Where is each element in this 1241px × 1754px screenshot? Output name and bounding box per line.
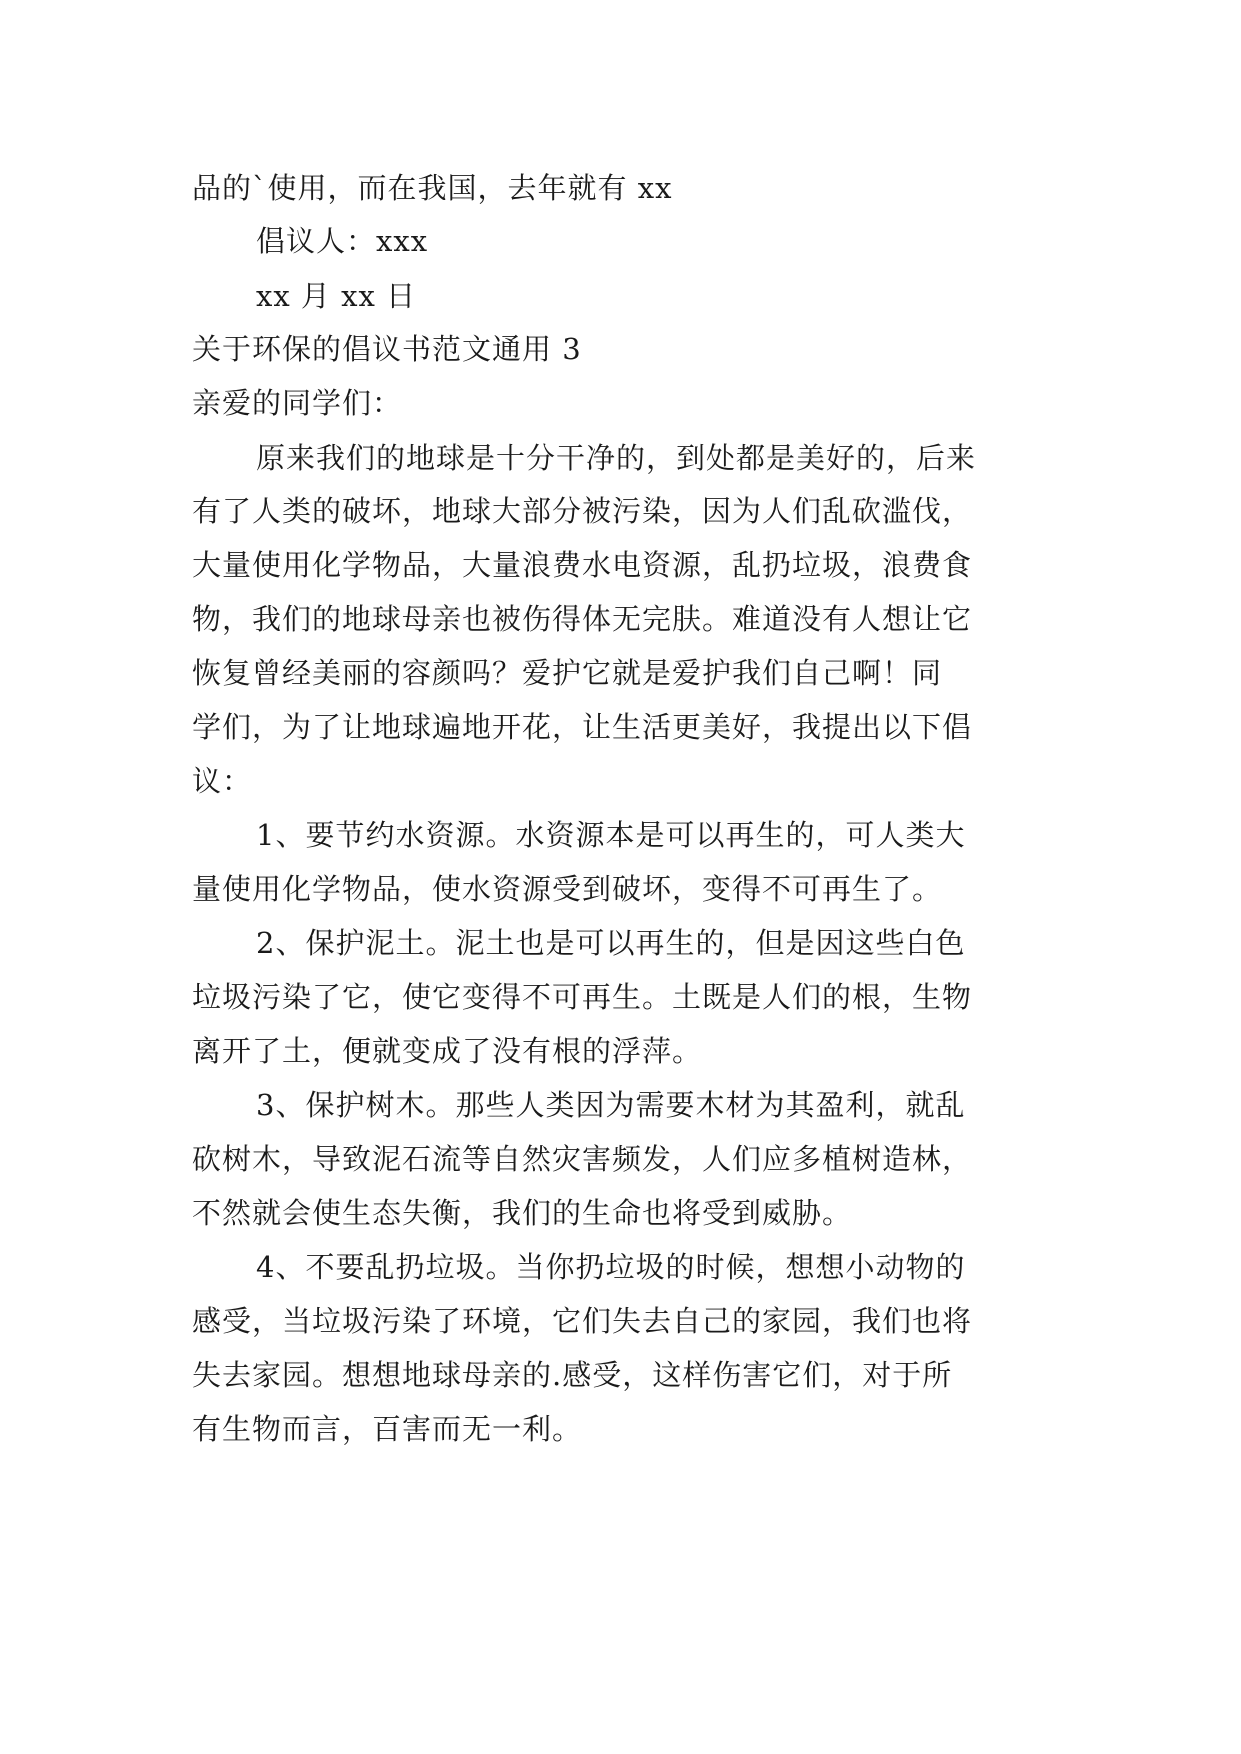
intro-line: 大量使用化学物品，大量浪费水电资源，乱扔垃圾，浪费食 (192, 548, 973, 582)
intro-line: 恢复曾经美丽的容颜吗？爱护它就是爱护我们自己啊！同 (192, 656, 943, 690)
date-line: xx 月 xx 日 (256, 279, 417, 313)
salutation: 亲爱的同学们： (192, 386, 403, 420)
intro-line: 原来我们的地球是十分干净的，到处都是美好的，后来 (256, 441, 977, 475)
item-4-line: 有生物而言，百害而无一利。 (192, 1412, 583, 1446)
item-2-line: 垃圾污染了它，使它变得不可再生。土既是人们的根，生物 (192, 980, 973, 1014)
item-4-line: 失去家园。想想地球母亲的.感受，这样伤害它们，对于所 (192, 1358, 953, 1392)
item-2-line: 2、保护泥土。泥土也是可以再生的，但是因这些白色 (256, 926, 966, 960)
item-3-line: 砍树木，导致泥石流等自然灾害频发，人们应多植树造林， (192, 1142, 973, 1176)
intro-line: 有了人类的破坏，地球大部分被污染，因为人们乱砍滥伐， (192, 494, 973, 528)
item-2-line: 离开了土，便就变成了没有根的浮萍。 (192, 1034, 703, 1068)
intro-line: 物，我们的地球母亲也被伤得体无完肤。难道没有人想让它 (192, 602, 973, 636)
continuation-line: 品的`使用，而在我国，去年就有 xx (192, 171, 673, 205)
intro-line: 学们，为了让地球遍地开花，让生活更美好，我提出以下倡 (192, 710, 973, 744)
item-4-line: 感受，当垃圾污染了环境，它们失去自己的家园，我们也将 (192, 1304, 973, 1338)
item-1-line: 量使用化学物品，使水资源受到破坏，变得不可再生了。 (192, 872, 943, 906)
item-1-line: 1、要节约水资源。水资源本是可以再生的，可人类大 (256, 818, 966, 852)
item-3-line: 3、保护树木。那些人类因为需要木材为其盈利，就乱 (256, 1088, 966, 1122)
item-3-line: 不然就会使生态失衡，我们的生命也将受到威胁。 (192, 1196, 853, 1230)
intro-line: 议： (192, 764, 253, 798)
item-4-line: 4、不要乱扔垃圾。当你扔垃圾的时候，想想小动物的 (256, 1250, 966, 1284)
section-title: 关于环保的倡议书范文通用 3 (192, 332, 582, 366)
proposer-line: 倡议人：xxx (256, 224, 429, 258)
